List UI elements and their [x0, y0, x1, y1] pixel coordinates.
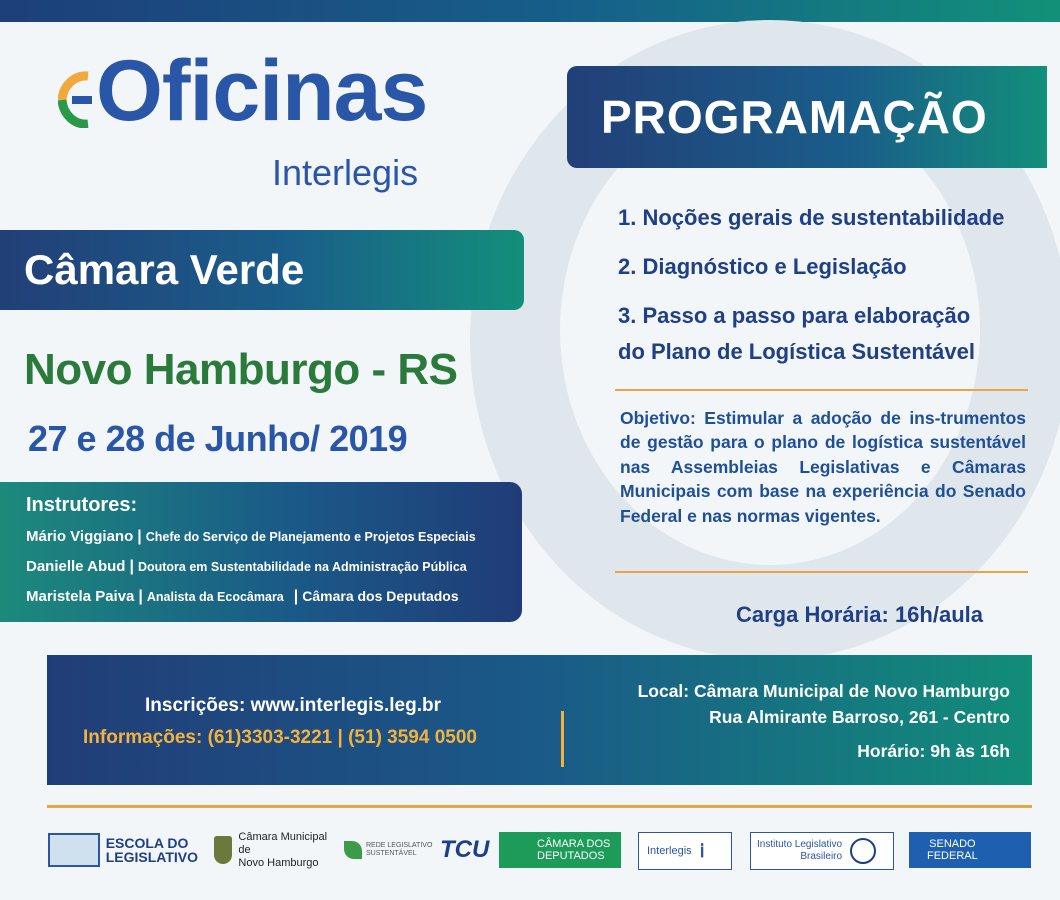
- city-crest-icon: [214, 836, 232, 864]
- objective-text: Objetivo: Estimular a adoção de ins-trumentos de gestão para o plano de logística sustentável nas Assembleias Legislativas e Câmaras Municipais com base na experiência do Senado Federal e nas normas vigentes.: [620, 408, 1026, 526]
- location: Local: Câmara Municipal de Novo Hamburgo: [637, 681, 1010, 701]
- separator: |: [293, 588, 299, 605]
- leaf-icon: [344, 841, 362, 859]
- separator: |: [137, 528, 142, 545]
- logo-text: Câmara Municipal de: [238, 830, 328, 856]
- programacao-banner: [567, 66, 1047, 168]
- instructor-row: [26, 588, 459, 606]
- escola-building-icon: [48, 833, 100, 867]
- logo-text: CÂMARA DOS: [537, 838, 611, 850]
- logo-text: SENADO: [929, 838, 976, 850]
- logo-text: LEGISLATIVO: [105, 849, 198, 865]
- address: Rua Almirante Barroso, 261 - Centro: [709, 707, 1010, 727]
- logo-subtitle: Interlegis: [272, 152, 419, 193]
- separator: |: [138, 588, 143, 605]
- list-item: 3. Passo a passo para elaboração: [618, 303, 971, 328]
- instructor-name: Mário Viggiano: [26, 528, 134, 545]
- camara-deputados-logo: [499, 832, 621, 868]
- senado-federal-logo: [909, 832, 1031, 868]
- list-item: do Plano de Logística Sustentável: [618, 339, 975, 364]
- logo-text: Brasileiro: [800, 851, 843, 862]
- list-item: 1. Noções gerais de sustentabilidade: [618, 205, 1005, 230]
- rede-sustentavel-logo: [344, 828, 434, 872]
- instructor-row: [26, 528, 476, 546]
- info-panel: [47, 655, 1032, 785]
- logo-text: FEDERAL: [927, 850, 978, 862]
- logo-text: Instituto Legislativo: [757, 839, 843, 850]
- instructor-row: [26, 558, 467, 576]
- divider: [615, 389, 1028, 391]
- instructor-role: Chefe do Serviço de Planejamento e Projetos Especiais: [145, 530, 476, 544]
- ilb-emblem-icon: [850, 838, 876, 864]
- programacao-title: PROGRAMAÇÃO: [601, 91, 988, 143]
- camara-verde-title: Câmara Verde: [24, 246, 305, 293]
- novo-hamburgo-logo: [214, 828, 334, 872]
- logo-text: ESCOLA DO: [105, 835, 189, 851]
- divider: [561, 711, 564, 767]
- logo-text: REDE LEGISLATIVO: [366, 842, 433, 849]
- logo-title: Oficinas: [96, 43, 428, 139]
- escola-legislativo-logo: [48, 828, 198, 872]
- ilb-logo: [750, 832, 894, 870]
- instructors-panel: [0, 482, 522, 622]
- interlegis-mark-icon: ⅰ: [699, 840, 705, 861]
- event-date: 27 e 28 de Junho/ 2019: [28, 418, 408, 459]
- registration-link[interactable]: Inscrições: www.interlegis.leg.br: [145, 695, 441, 716]
- instructor-role: Analista da Ecocâmara: [146, 590, 284, 604]
- instructors-title: Instrutores:: [26, 494, 138, 516]
- logo-text: Novo Hamburgo: [238, 856, 319, 869]
- instructor-name: Maristela Paiva: [26, 588, 135, 605]
- partner-logos: [0, 828, 1060, 878]
- logo-text: SUSTENTÁVEL: [366, 850, 417, 857]
- workload: Carga Horária: 16h/aula: [736, 602, 983, 627]
- camara-verde-banner: [0, 230, 524, 310]
- interlegis-logo: [638, 832, 732, 870]
- tcu-logo: TCU: [440, 836, 490, 863]
- schedule: Horário: 9h às 16h: [857, 741, 1010, 761]
- divider: [615, 571, 1028, 573]
- separator: |: [129, 558, 134, 575]
- logo-text: Interlegis: [647, 845, 692, 857]
- instructor-org: Câmara dos Deputados: [302, 588, 459, 604]
- top-bar: [0, 0, 1060, 22]
- footer-divider: [47, 805, 1032, 808]
- contact-phones: Informações: (61)3303-3221 | (51) 3594 0500: [83, 727, 477, 748]
- logo-text: DEPUTADOS: [537, 850, 605, 862]
- instructor-role: Doutora em Sustentabilidade na Administração Pública: [137, 560, 467, 574]
- city-title: Novo Hamburgo - RS: [24, 345, 458, 394]
- instructor-name: Danielle Abud: [26, 558, 126, 575]
- list-item: 2. Diagnóstico e Legislação: [618, 254, 907, 279]
- oficinas-logo-icon: [58, 70, 94, 128]
